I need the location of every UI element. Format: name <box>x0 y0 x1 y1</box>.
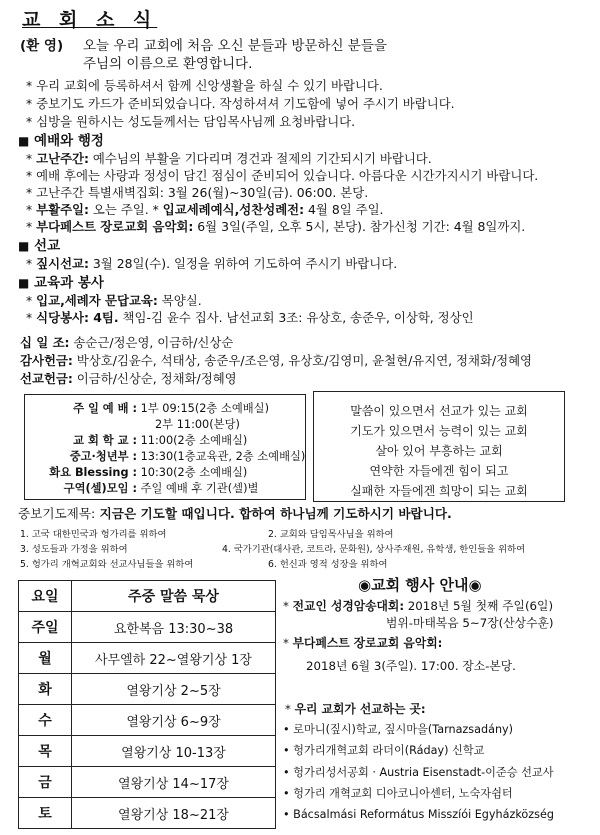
offering-names: 송순근/정은영, 이금하/신상순 <box>69 335 234 350</box>
reading-text: 열왕기상 6~9장 <box>72 705 276 736</box>
table-row <box>19 767 276 798</box>
page-title: 교 회 소 식 <box>22 9 158 31</box>
worship-item: * 부다페스트 장로교회 음악회: 6월 3일(주일, 오후 5시, 본당). 참가신청 기간: 4월 8일까지. <box>26 219 526 234</box>
mission-place-text: Bácsalmási Református Misszíói Egyházközség <box>293 808 554 821</box>
item-label: 식당봉사: 4팀. <box>36 310 119 325</box>
notice-text: 중보기도 카드가 준비되었습니다. 작성하셔셔 기도함에 넣어 주시기 바랍니다. <box>36 96 455 111</box>
mission-place-text: 헝가리 개혁교회 디아코니아센터, 노숙자쉼터 <box>293 787 513 800</box>
table-header-row <box>19 581 276 612</box>
schedule-label: 구역(셀)모임 : <box>63 482 137 495</box>
worship-item: * 고난주간 특별새벽집회: 3월 26(월)~30일(금). 06:00. 본당. <box>26 185 369 200</box>
notice-text: 우리 교회에 등록하셔서 함께 신앙생활을 하실 수 있기 바랍니다. <box>36 78 383 93</box>
reading-text: 열왕기상 14~17장 <box>72 767 276 798</box>
prayer-item: 4. 국가기관(대사관, 코트라, 문화원), 상사주재원, 유학생, 한인들을 위하여 <box>222 544 526 555</box>
notice-item: * 심방을 원하시는 성도들께서는 담임목사님께 요청바랍니다. <box>26 114 356 129</box>
prayer-item: 6. 헌신과 영적 성장을 위하여 <box>268 559 388 570</box>
thanks-offering <box>20 353 532 369</box>
square-bullet-icon: ■ <box>18 239 30 253</box>
mission-place: • 헝가리성서공회 · Austria Eisenstadt-이준승 선교사 <box>283 766 554 779</box>
item-label: 짚시선교: <box>36 256 89 271</box>
section-heading-text: 교육과 봉사 <box>34 275 104 291</box>
worship-item: * 예배 후에는 사랑과 정성이 담긴 점심이 준비되어 있습니다. 아름다운 시간가지시기 바랍니다. <box>26 168 539 183</box>
schedule-label: 화요 Blessing : <box>49 466 137 479</box>
item-text: 고난주간 특별새벽집회: 3월 26(월)~30일(금). 06:00. 본당. <box>36 185 369 200</box>
section-heading-worship <box>18 133 104 149</box>
worship-item: * 부활주일: 오는 주일. * 입교세례예식,성찬성례전: 4월 8일 주일. <box>26 202 384 217</box>
prayer-item: 1. 고국 대한민국과 헝가리를 위하여 <box>20 529 167 540</box>
item-label: 부다페스트 장로교회 음악회: <box>36 219 194 234</box>
item-text: 오는 주일. <box>88 202 149 217</box>
reading-text: 열왕기상 2~5장 <box>72 674 276 705</box>
header-reading: 주중 말씀 묵상 <box>72 581 276 612</box>
offering-label: 감사헌금: <box>20 353 73 368</box>
item-text: 3월 28일(수). 일정을 위하여 기도하여 주시기 바랍니다. <box>88 256 398 271</box>
item-label: 고난주간: <box>36 151 89 166</box>
item-text: 책임-김 윤수 집사. 남선교회 3조: 유상호, 송준우, 이상학, 정상인 <box>118 310 474 325</box>
mission-offering <box>20 371 237 387</box>
offering-names: 박상호/김윤수, 석태상, 송준우/조은영, 유상호/김영미, 윤철현/유지연, 정채화/정혜영 <box>72 353 533 368</box>
table-row <box>19 643 276 674</box>
schedule-label: 중고·청년부 : <box>69 450 137 463</box>
event-item: * 부다페스트 장로교회 음악회: <box>283 636 443 650</box>
schedule-row <box>25 449 305 465</box>
schedule-row <box>25 465 247 481</box>
welcome-label: (환 영) <box>20 38 64 54</box>
education-item: * 입교,세례자 문답교육: 목양실. <box>26 293 202 308</box>
schedule-value: 주일 예배 후 기관(셀)별 <box>137 482 259 495</box>
notice-text: 심방을 원하시는 성도들께서는 담임목사님께 요청바랍니다. <box>36 114 356 129</box>
reading-day: 토 <box>19 798 72 829</box>
section-heading-text: 예배와 행정 <box>34 133 104 149</box>
mission-place: • Bácsalmási Református Misszíói Egyházközség <box>283 808 554 821</box>
reading-text: 사무엘하 22~열왕기상 1장 <box>72 643 276 674</box>
notice-item: * 우리 교회에 등록하셔서 함께 신앙생활을 하실 수 있기 바랍니다. <box>26 78 383 93</box>
header-day: 요일 <box>19 581 72 612</box>
offering-label: 십 일 조: <box>20 335 70 350</box>
mission-places-title: * 우리 교회가 선교하는 곳: <box>285 702 426 716</box>
offering-names: 이금하/신상순, 정채화/정혜영 <box>72 371 237 386</box>
reading-day: 월 <box>19 643 72 674</box>
table-row <box>19 674 276 705</box>
reading-text: 열왕기상 10-13장 <box>72 736 276 767</box>
weekly-reading-table <box>18 580 276 829</box>
table-row <box>19 736 276 767</box>
item-text: 4월 8일 주일. <box>304 202 384 217</box>
item-text: 예수님의 부활을 기다리며 경건과 절제의 기간되시기 바랍니다. <box>88 151 432 166</box>
event-label: 부다페스트 장로교회 음악회: <box>292 636 443 650</box>
reading-day: 주일 <box>19 612 72 643</box>
item-text: 6월 3일(주일, 오후 5시, 본당). 참가신청 기간: 4월 8일까지. <box>193 219 526 234</box>
reading-day: 목 <box>19 736 72 767</box>
mission-item: * 짚시선교: 3월 28일(수). 일정을 위하여 기도하여 주시기 바랍니다. <box>26 256 398 271</box>
schedule-value: 2부 11:00(본당) <box>155 418 240 431</box>
mission-place: • 헝가리개혁교회 라더이(Ráday) 신학교 <box>283 744 485 757</box>
table-row <box>19 612 276 643</box>
schedule-value: 13:30(1층교육관, 2층 소예배실) <box>137 450 306 463</box>
motto-line: 살아 있어 부흥하는 교회 <box>375 444 503 458</box>
item-text: 목양실. <box>157 293 202 308</box>
table-row <box>19 705 276 736</box>
mission-place-text: 로마니(짚시)학교, 짚시마을(Tarnazsadány) <box>293 723 514 736</box>
event-item: * 전교인 성경암송대회: 2018년 5월 첫째 주일(6일) <box>283 599 554 613</box>
mission-place: • 헝가리 개혁교회 디아코니아센터, 노숙자쉼터 <box>283 787 513 800</box>
event-text: 2018년 5월 첫째 주일(6일) <box>404 599 554 613</box>
schedule-label: 주 일 예 배 : <box>73 402 137 415</box>
section-heading-mission <box>18 238 60 254</box>
reading-text: 열왕기상 18~21장 <box>72 798 276 829</box>
tithe-offering <box>20 335 233 351</box>
square-bullet-icon: ■ <box>18 134 30 148</box>
schedule-row <box>25 481 258 497</box>
prayer-item: 3. 성도들과 가정을 위하여 <box>20 544 128 555</box>
offering-label: 선교헌금: <box>20 371 73 386</box>
event-label: 전교인 성경암송대회: <box>292 599 405 613</box>
prayer-label: 중보기도제목: <box>18 506 96 521</box>
welcome-line-2: 주님의 이름으로 환영합니다. <box>83 56 253 72</box>
schedule-row <box>25 417 240 433</box>
schedule-value: 11:00(2층 소예배실) <box>137 434 248 447</box>
section-heading-text: 선교 <box>34 238 61 254</box>
worship-schedule-box <box>24 394 306 500</box>
item-text: 예배 후에는 사랑과 정성이 담긴 점심이 준비되어 있습니다. 아름다운 시간가지시기 바랍니다. <box>36 168 539 183</box>
schedule-label: 교 회 학 교 : <box>73 434 137 447</box>
worship-item: * 고난주간: 예수님의 부활을 기다리며 경건과 절제의 기간되시기 바랍니다. <box>26 151 432 166</box>
notice-item: * 중보기도 카드가 준비되었습니다. 작성하셔셔 기도함에 넣어 주시기 바랍니다. <box>26 96 455 111</box>
schedule-row <box>25 433 247 449</box>
prayer-headline <box>18 506 452 522</box>
schedule-value: 10:30(2층 소예배실) <box>137 466 248 479</box>
welcome-line-1: 오늘 우리 교회에 처음 오신 분들과 방문하신 분들을 <box>83 38 387 54</box>
motto-line: 실패한 자들에겐 희망이 되는 교회 <box>350 484 528 498</box>
events-title: ◉교회 행사 안내◉ <box>358 576 482 594</box>
event-detail: 2018년 6월 3(주일). 17:00. 장소-본당. <box>306 659 516 673</box>
mission-place-text: 헝가리성서공회 · Austria Eisenstadt-이준승 선교사 <box>293 766 554 779</box>
prayer-item: 5. 헝가리 개혁교회와 선교사님들을 위하여 <box>20 559 194 570</box>
motto-line: 말씀이 있으면서 선교가 있는 교회 <box>350 404 528 418</box>
mission-place: • 로마니(짚시)학교, 짚시마을(Tarnazsadány) <box>283 723 514 736</box>
item-label: 입교,세례자 문답교육: <box>36 293 158 308</box>
church-motto-box <box>313 391 565 502</box>
education-item: * 식당봉사: 4팀. 책임-김 윤수 집사. 남선교회 3조: 유상호, 송준우, 이상학, 정상인 <box>26 310 474 325</box>
section-heading-education <box>18 275 104 291</box>
table-row <box>19 798 276 829</box>
reading-day: 수 <box>19 705 72 736</box>
schedule-row <box>25 401 269 417</box>
square-bullet-icon: ■ <box>18 276 30 290</box>
mission-place-text: 헝가리개혁교회 라더이(Ráday) 신학교 <box>293 744 485 757</box>
reading-text: 요한복음 13:30~38 <box>72 612 276 643</box>
motto-line: 연약한 자들에겐 힘이 되고 <box>369 464 509 478</box>
item-label: 부활주일: <box>36 202 89 217</box>
prayer-item: 2. 교회와 담임목사님을 위하여 <box>268 529 394 540</box>
schedule-value: 1부 09:15(2층 소예배실) <box>137 402 269 415</box>
item-label: 입교세례예식,성찬성례전: <box>162 202 305 217</box>
prayer-headline-text: 지금은 기도할 때입니다. 합하여 하나님께 기도하시기 바랍니다. <box>95 506 452 521</box>
event-detail: 범위-마태복음 5~7장(산상수훈) <box>386 616 554 630</box>
mission-places-title-text: 우리 교회가 선교하는 곳: <box>294 702 426 716</box>
reading-day: 금 <box>19 767 72 798</box>
motto-line: 기도가 있으면서 능력이 있는 교회 <box>350 424 528 438</box>
reading-day: 화 <box>19 674 72 705</box>
